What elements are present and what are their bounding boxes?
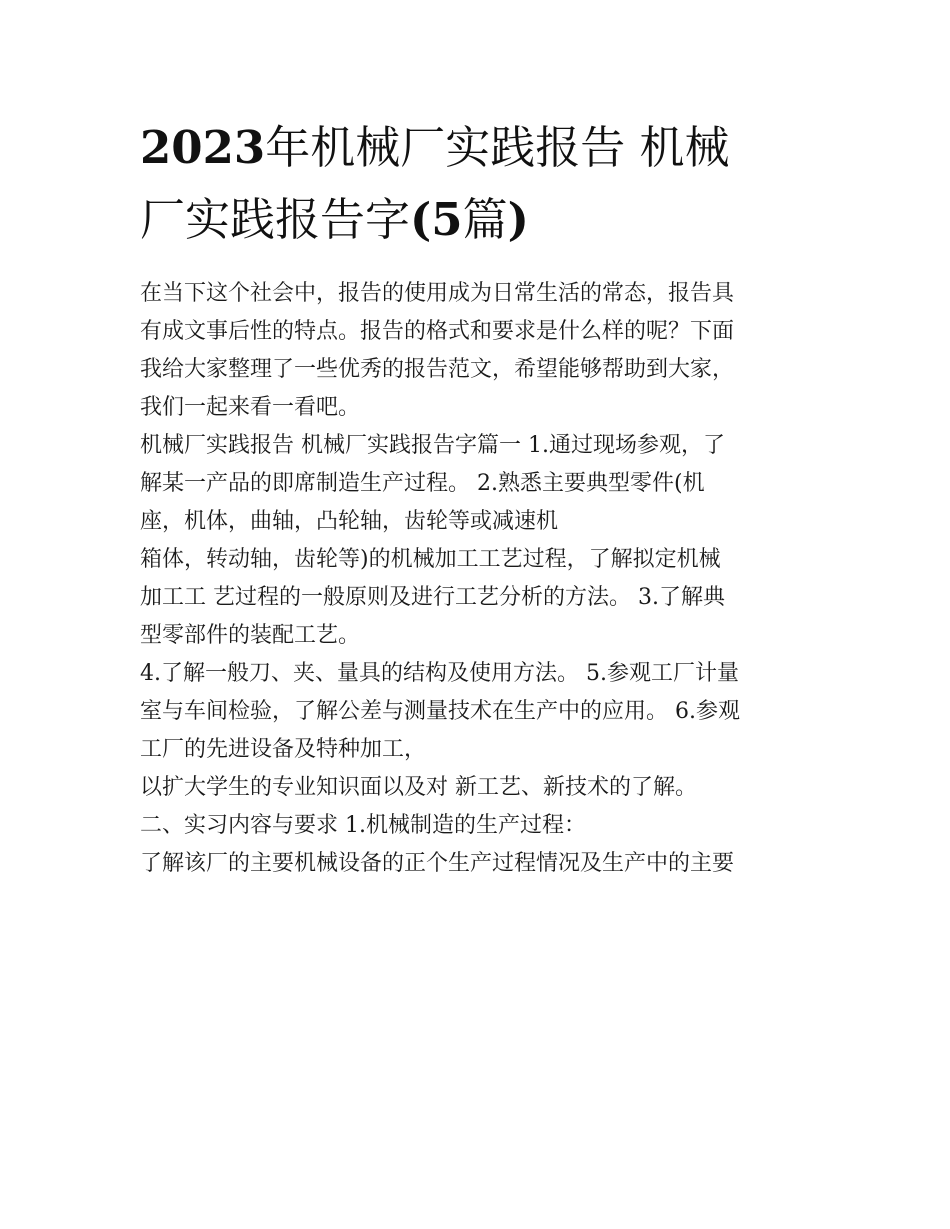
title-year: 2023 [140,121,266,174]
title-count-unit: 篇 [462,193,508,246]
body-line: 室与车间检验，了解公差与测量技术在生产中的应用。 6.参观 [140,699,740,724]
title-count: (5 [410,193,463,246]
body-line: 二、实习内容与要求 1.机械制造的生产过程： [140,813,586,838]
body-line: 了解该厂的主要机械设备的正个生产过程情况及生产中的主要 [140,851,735,876]
body-line: 解某一产品的即席制造生产过程。 2.熟悉主要典型零件(机 [140,471,705,496]
title-line-1 [140,112,820,184]
document-body [140,275,820,883]
title-line-1-text: 年机械厂实践报告 机械 [265,121,730,174]
document-title [140,112,820,256]
body-line: 座，机体，曲轴，凸轮轴，齿轮等或减速机 [140,509,559,534]
body-line: 以扩大学生的专业知识面以及对 新工艺、新技术的了解。 [140,775,697,800]
body-line: 在当下这个社会中，报告的使用成为日常生活的常态，报告具 [140,281,735,306]
body-line: 机械厂实践报告 机械厂实践报告字篇一 1.通过现场参观，了 [140,433,725,458]
body-line: 工厂的先进设备及特种加工， [140,737,427,762]
title-line-2 [140,184,820,256]
body-line: 型零部件的装配工艺。 [140,623,361,648]
body-line: 我们一起来看一看吧。 [140,395,361,420]
body-line: 箱体，转动轴，齿轮等)的机械加工工艺过程，了解拟定机械 [140,547,721,572]
body-line: 加工工 艺过程的一般原则及进行工艺分析的方法。 3.了解典 [140,585,725,610]
body-line: 4.了解一般刀、夹、量具的结构及使用方法。 5.参观工厂计量 [140,661,739,686]
body-line: 有成文事后性的特点。报告的格式和要求是什么样的呢？下面 [140,319,735,344]
title-line-2-text: 厂实践报告字 [140,193,411,246]
document-page [140,112,820,883]
title-close-paren: ) [507,193,529,246]
body-line: 我给大家整理了一些优秀的报告范文，希望能够帮助到大家， [140,357,735,382]
